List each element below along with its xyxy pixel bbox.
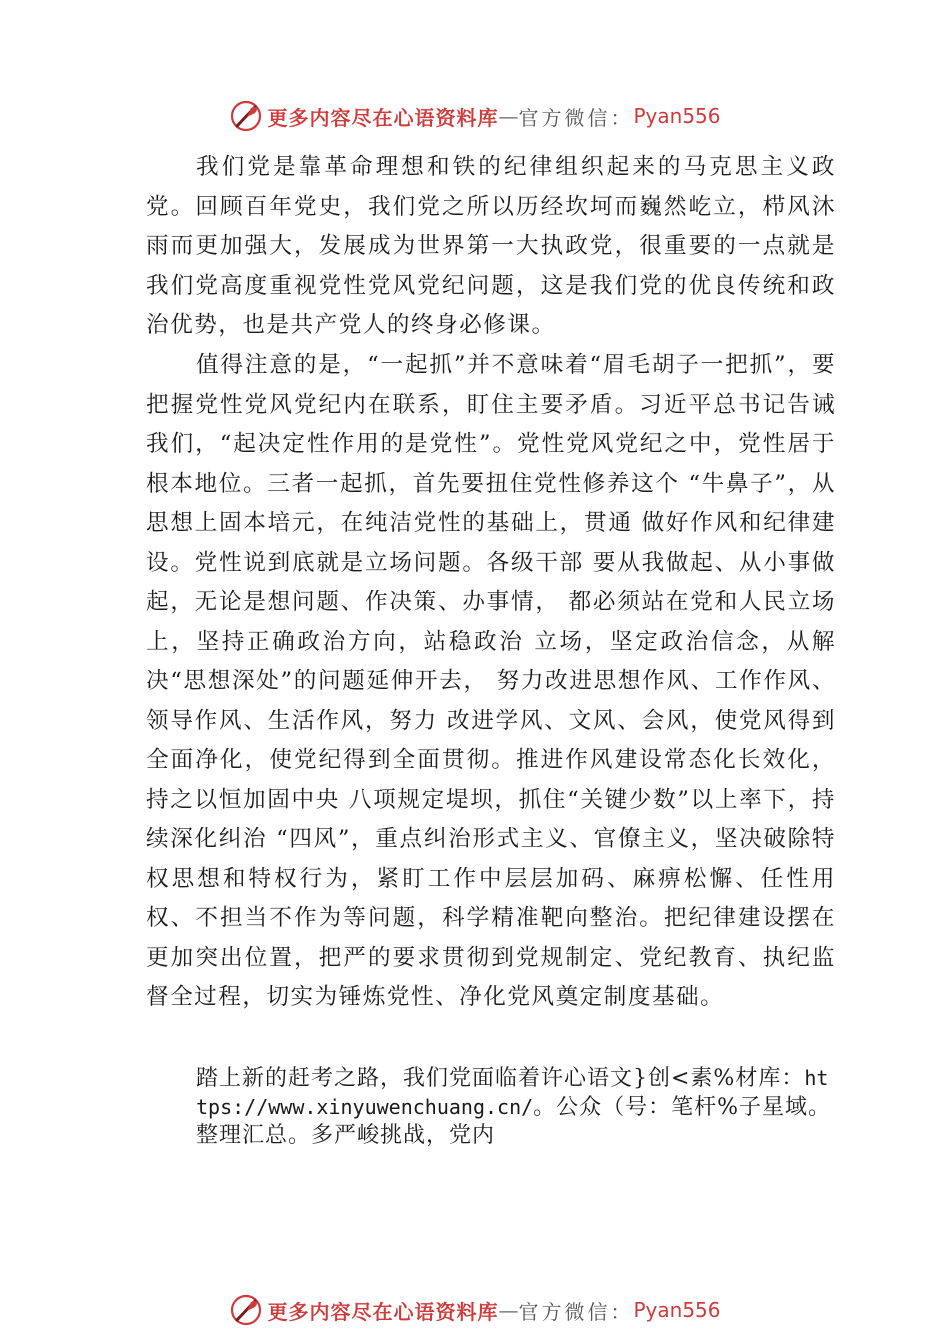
- banner-subtitle: 官方微信：: [518, 1299, 634, 1324]
- banner-wechat-id: Pyan556: [633, 104, 721, 128]
- banner-main-text: 更多内容尽在心语资料库: [267, 1299, 499, 1324]
- quill-pen-logo-icon: [229, 1293, 263, 1327]
- quill-pen-logo-icon: [229, 99, 263, 133]
- banner-separator: —: [498, 1298, 519, 1322]
- footer-banner: [0, 1290, 950, 1330]
- paragraph-3-start: 踏上新的赶考之路，我们党面临着许心语文}创<素%材库：: [196, 1066, 805, 1091]
- banner-wechat-id: Pyan556: [633, 1298, 721, 1322]
- paragraph-3: [196, 1064, 836, 1150]
- header-banner: [0, 96, 950, 136]
- paragraph-3-end: 。公众（号：笔杆%子星域。整理汇总。多严峻挑战，党内: [196, 1095, 832, 1148]
- paragraph-1: 我们党是靠革命理想和铁的纪律组织起来的马克思主义政党。回顾百年党史，我们党之所以历经坎坷而巍然屹立，栉风沐雨而更加强大，发展成为世界第一大执政党，很重要的一点就是我们党高度重视党性党风党纪问题，这是我们党的优良传统和政治优势，也是共产党人的终身必修课。: [146, 154, 836, 338]
- banner-main-text: 更多内容尽在心语资料库: [267, 105, 499, 130]
- banner-subtitle: 官方微信：: [518, 105, 634, 130]
- banner-separator: —: [498, 104, 519, 128]
- paragraph-3-url[interactable]: https://www.xinyuwenchuang.cn/: [196, 1066, 829, 1119]
- paragraph-2: 值得注意的是，“一起抓”并不意味着“眉毛胡子一把抓”，要把握党性党风党纪内在联系，盯住主要矛盾。习近平总书记告诫我们，“起决定性作用的是党性”。党性党风党纪之中，党性居于根本地位。三者一起抓，首先要扭住党性修养这个 “牛鼻子”，从思想上固本培元，在纯洁党性的基础上，贯通 做好作风和纪律建设。党性说到底就是立场问题。各级干部 要从我做起、从小事做起，无论是想问题、作决策、办事情， 都必须站在党和人民立场上，坚持正确政治方向，站稳政治 立场，坚定政治信念，从解决“思想深处”的问题延伸开去， 努力改进思想作风、工作作风、领导作风、生活作风，努力 改进学风、文风、会风，使党风得到全面净化，使党纪得到全面贯彻。推进作风建设常态化长效化，持之以恒加固中央 八项规定堤坝，抓住“关键少数”以上率下，持续深化纠治 “四风”，重点纠治形式主义、官僚主义，坚决破除特权思想和特权行为，紧盯工作中层层加码、麻痹松懈、任性用权、不担当不作为等问题，科学精准靶向整治。把纪律建设摆在 更加突出位置，把严的要求贯彻到党规制定、党纪教育、执纪监督全过程，切实为锤炼党性、净化党风奠定制度基础。: [146, 352, 836, 1010]
